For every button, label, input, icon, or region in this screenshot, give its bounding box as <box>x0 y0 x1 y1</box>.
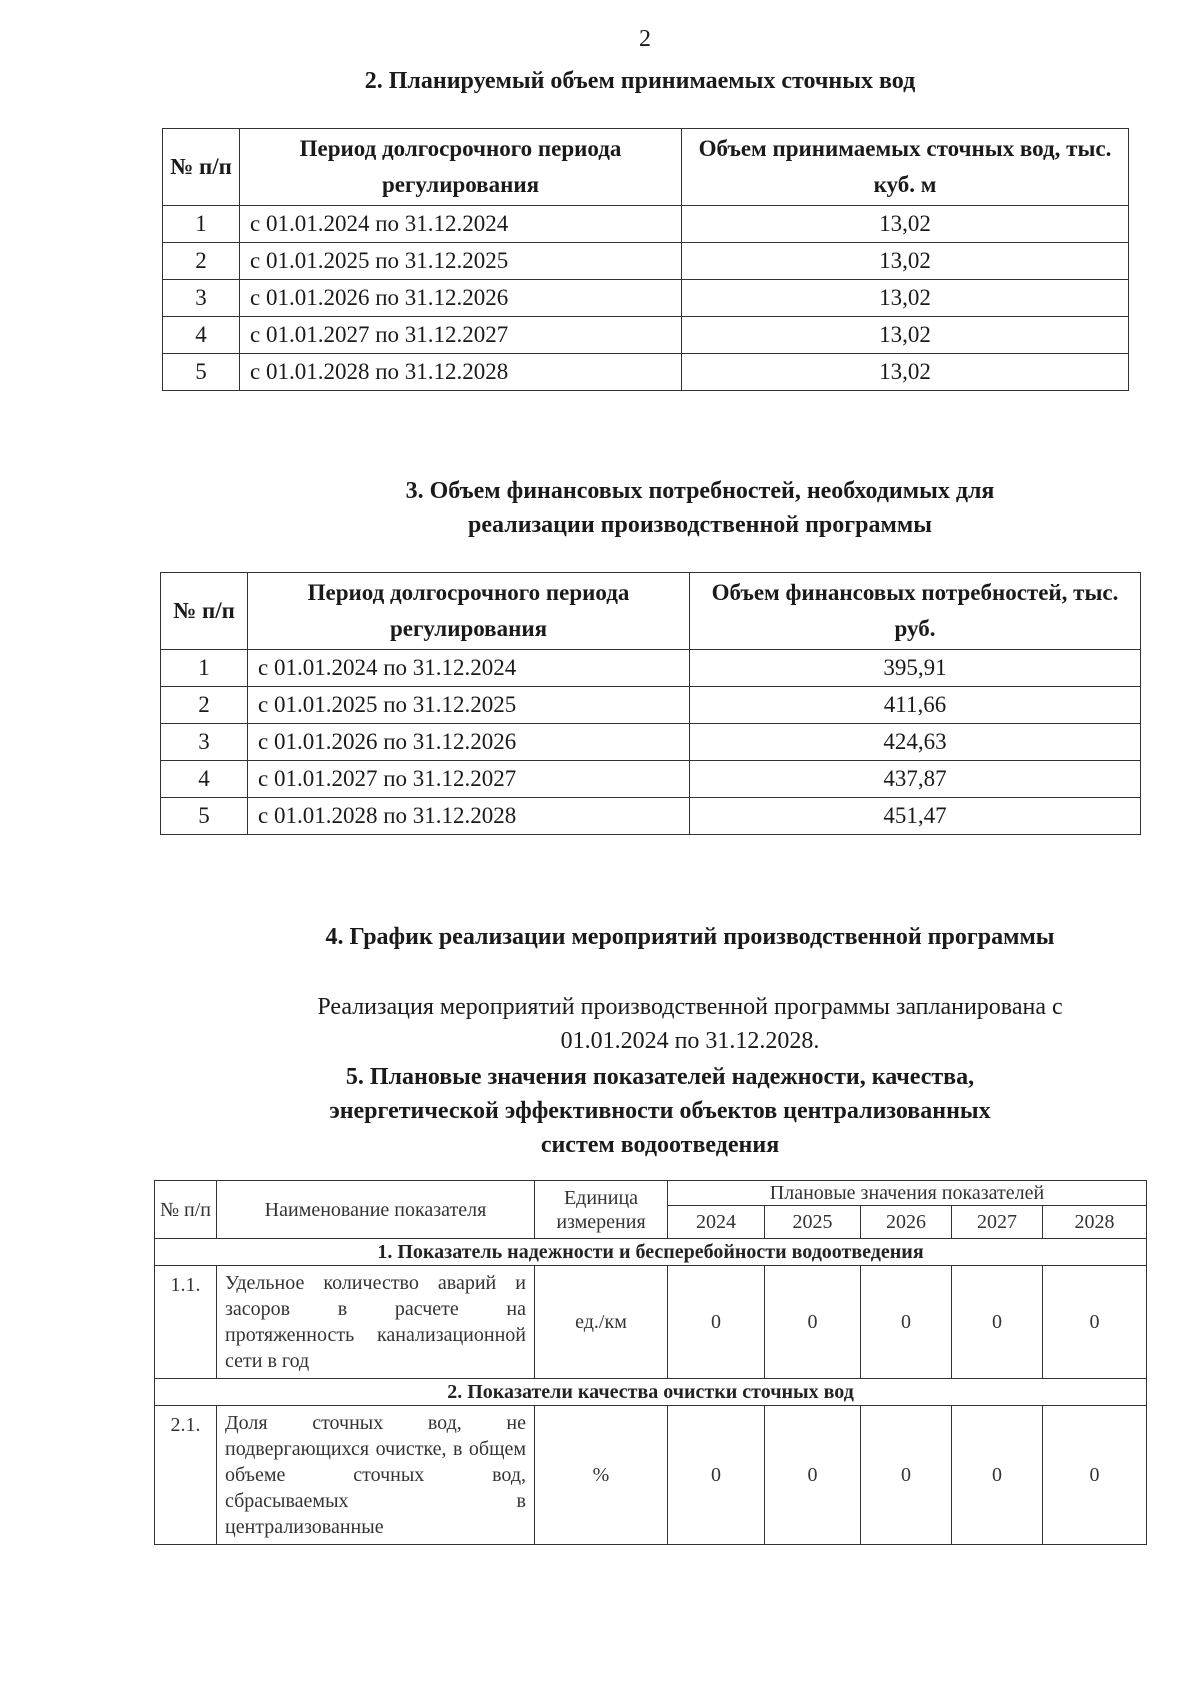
row-value: 13,02 <box>682 206 1129 243</box>
table-header-row <box>155 1181 1147 1206</box>
section3-title-line1: 3. Объем финансовых потребностей, необходимых для <box>405 478 995 504</box>
table-row <box>155 1266 1147 1379</box>
group2-title: 2. Показатели качества очистки сточных вод <box>155 1379 1147 1406</box>
row-unit: ед./км <box>535 1266 668 1379</box>
row-unit: % <box>535 1406 668 1545</box>
table-row <box>155 1406 1147 1545</box>
row-value: 0 <box>952 1406 1043 1545</box>
table-header-row <box>161 573 1141 650</box>
header-year: 2028 <box>1043 1206 1147 1239</box>
table-row <box>163 243 1129 280</box>
row-value: 0 <box>952 1266 1043 1379</box>
table-row <box>161 724 1141 761</box>
row-num: 3 <box>163 280 240 317</box>
row-period: с 01.01.2025 по 31.12.2025 <box>248 687 690 724</box>
row-period: с 01.01.2025 по 31.12.2025 <box>240 243 682 280</box>
row-num: 1 <box>163 206 240 243</box>
row-value: 0 <box>1043 1266 1147 1379</box>
row-period: с 01.01.2024 по 31.12.2024 <box>240 206 682 243</box>
header-indicator-name: Наименование показателя <box>217 1181 535 1239</box>
row-value: 13,02 <box>682 317 1129 354</box>
row-num: 2 <box>163 243 240 280</box>
row-value: 0 <box>1043 1406 1147 1545</box>
row-period: с 01.01.2027 по 31.12.2027 <box>248 761 690 798</box>
header-unit: Единица измерения <box>535 1181 668 1239</box>
header-num: № п/п <box>163 129 240 206</box>
row-period: с 01.01.2027 по 31.12.2027 <box>240 317 682 354</box>
row-value: 13,02 <box>682 280 1129 317</box>
row-num: 5 <box>163 354 240 391</box>
section4-text-line1: Реализация мероприятий производственной программы запланирована с <box>317 994 1063 1020</box>
section4-title: 4. График реализации мероприятий производственной программы <box>325 924 1055 950</box>
indicators-table <box>154 1180 1147 1545</box>
row-value: 411,66 <box>690 687 1141 724</box>
table-section-row <box>155 1379 1147 1406</box>
table-row <box>163 280 1129 317</box>
row-value: 0 <box>765 1266 861 1379</box>
table-row <box>161 650 1141 687</box>
table-row <box>163 206 1129 243</box>
table-row <box>163 354 1129 391</box>
row-num: 3 <box>161 724 248 761</box>
table-section-row <box>155 1239 1147 1266</box>
row-period: с 01.01.2026 по 31.12.2026 <box>240 280 682 317</box>
row-value: 0 <box>668 1266 765 1379</box>
table-row <box>163 317 1129 354</box>
section5-title-line1: 5. Плановые значения показателей надежности, качества, <box>345 1064 975 1090</box>
header-financial-volume: Объем финансовых потребностей, тыс. руб. <box>690 573 1141 650</box>
financial-needs-table <box>160 572 1141 835</box>
section2-title: 2. Планируемый объем принимаемых сточных вод <box>364 68 916 94</box>
header-num: № п/п <box>161 573 248 650</box>
header-year: 2025 <box>765 1206 861 1239</box>
row-value: 424,63 <box>690 724 1141 761</box>
wastewater-volume-table <box>162 128 1129 391</box>
row-num: 2.1. <box>155 1406 217 1545</box>
row-num: 4 <box>161 761 248 798</box>
row-value: 0 <box>765 1406 861 1545</box>
row-period: с 01.01.2028 по 31.12.2028 <box>240 354 682 391</box>
row-value: 13,02 <box>682 243 1129 280</box>
table-row <box>161 798 1141 835</box>
row-num: 5 <box>161 798 248 835</box>
header-planned-values: Плановые значения показателей <box>668 1181 1147 1206</box>
row-value: 451,47 <box>690 798 1141 835</box>
section4-text-line2: 01.01.2024 по 31.12.2028. <box>560 1028 820 1054</box>
table-row <box>161 761 1141 798</box>
header-year: 2026 <box>861 1206 952 1239</box>
row-indicator-name: Удельное количество аварий и засоров в расчете на протяженность канализационной сети в год <box>217 1266 535 1379</box>
header-year: 2024 <box>668 1206 765 1239</box>
header-num: № п/п <box>155 1181 217 1239</box>
row-period: с 01.01.2028 по 31.12.2028 <box>248 798 690 835</box>
table-header-row <box>163 129 1129 206</box>
header-year: 2027 <box>952 1206 1043 1239</box>
section5-title-line3: систем водоотведения <box>540 1132 780 1158</box>
row-value: 395,91 <box>690 650 1141 687</box>
row-value: 0 <box>668 1406 765 1545</box>
row-period: с 01.01.2024 по 31.12.2024 <box>248 650 690 687</box>
row-value: 0 <box>861 1406 952 1545</box>
row-num: 1.1. <box>155 1266 217 1379</box>
row-value: 0 <box>861 1266 952 1379</box>
section3-title-line2: реализации производственной программы <box>468 512 932 538</box>
row-num: 1 <box>161 650 248 687</box>
page-number: 2 <box>639 26 651 52</box>
header-volume: Объем принимаемых сточных вод, тыс. куб. м <box>682 129 1129 206</box>
section5-title-line2: энергетической эффективности объектов централизованных <box>329 1098 991 1124</box>
header-period: Период долгосрочного периода регулирования <box>240 129 682 206</box>
row-value: 13,02 <box>682 354 1129 391</box>
row-indicator-name: Доля сточных вод, не подвергающихся очистке, в общем объеме сточных вод, сбрасываемых в централизованные <box>217 1406 535 1545</box>
row-value: 437,87 <box>690 761 1141 798</box>
row-num: 4 <box>163 317 240 354</box>
row-num: 2 <box>161 687 248 724</box>
table-row <box>161 687 1141 724</box>
row-period: с 01.01.2026 по 31.12.2026 <box>248 724 690 761</box>
group1-title: 1. Показатель надежности и бесперебойности водоотведения <box>155 1239 1147 1266</box>
header-period: Период долгосрочного периода регулирования <box>248 573 690 650</box>
